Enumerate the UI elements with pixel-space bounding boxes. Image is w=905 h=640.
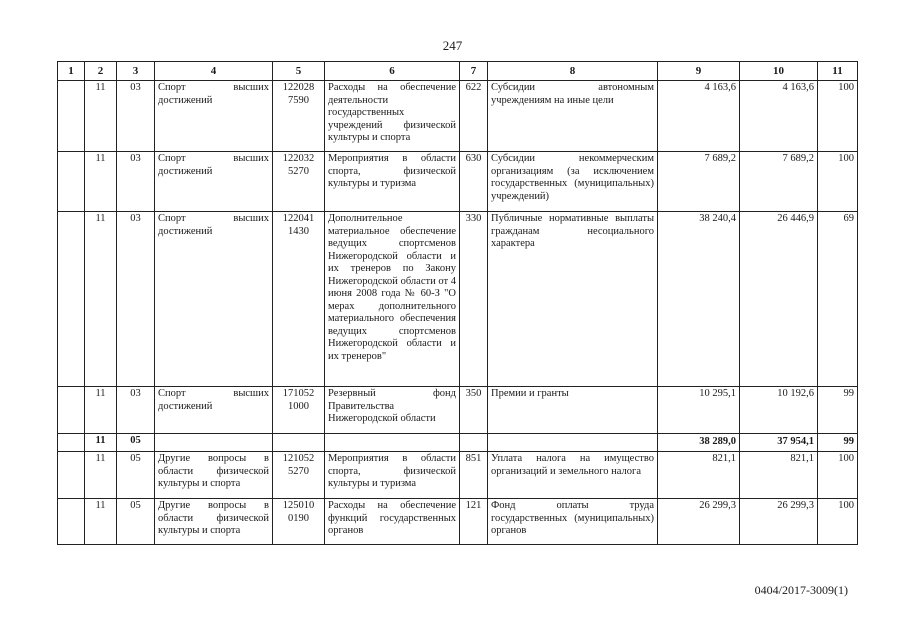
table-row — [58, 212, 858, 387]
cell-col-9: 26 299,3 — [658, 499, 740, 545]
cell-col-5: 121052 5270 — [273, 452, 325, 499]
cell-col-2: 11 — [85, 434, 117, 452]
cell-col-8: Премии и гранты — [488, 387, 658, 434]
cell-col-3: 03 — [117, 212, 155, 387]
cell-col-3: 03 — [117, 81, 155, 152]
cell-col-4: Другие вопросы в области физической культуры и спорта — [155, 499, 273, 545]
cell-col-3: 05 — [117, 434, 155, 452]
cell-col-1 — [58, 452, 85, 499]
cell-col-6 — [325, 434, 460, 452]
budget-table — [57, 61, 858, 545]
cell-col-1 — [58, 81, 85, 152]
cell-col-6: Дополнительное материальное обеспечение ведущих спортсменов Нижегородской области и их тренеров по Закону Нижегородской области от 4 июня 2008 года № 60-З "О мерах дополнительного материального обеспечения ведущих спортсменов Нижегородской области и их тренеров" — [325, 212, 460, 387]
cell-col-6: Резервный фонд Правительства Нижегородской области — [325, 387, 460, 434]
cell-col-11: 100 — [818, 81, 858, 152]
cell-col-4 — [155, 434, 273, 452]
cell-col-4: Другие вопросы в области физической культуры и спорта — [155, 452, 273, 499]
cell-col-10: 26 446,9 — [740, 212, 818, 387]
cell-col-2: 11 — [85, 499, 117, 545]
cell-col-11: 100 — [818, 499, 858, 545]
cell-col-5 — [273, 434, 325, 452]
cell-col-10: 4 163,6 — [740, 81, 818, 152]
cell-col-7: 622 — [460, 81, 488, 152]
cell-col-5: 125010 0190 — [273, 499, 325, 545]
column-header-10: 10 — [740, 62, 818, 81]
cell-col-3: 05 — [117, 452, 155, 499]
cell-col-4: Спорт высших достижений — [155, 387, 273, 434]
cell-col-10: 10 192,6 — [740, 387, 818, 434]
cell-col-10: 821,1 — [740, 452, 818, 499]
column-header-9: 9 — [658, 62, 740, 81]
column-header-7: 7 — [460, 62, 488, 81]
cell-col-2: 11 — [85, 81, 117, 152]
cell-col-4: Спорт высших достижений — [155, 152, 273, 212]
cell-col-2: 11 — [85, 452, 117, 499]
cell-col-6: Расходы на обеспечение деятельности государственных учреждений физической культуры и спорта — [325, 81, 460, 152]
column-header-5: 5 — [273, 62, 325, 81]
table-row — [58, 499, 858, 545]
cell-col-2: 11 — [85, 152, 117, 212]
cell-col-7: 630 — [460, 152, 488, 212]
column-header-1: 1 — [58, 62, 85, 81]
cell-col-7: 851 — [460, 452, 488, 499]
cell-col-8: Публичные нормативные выплаты гражданам несоциального характера — [488, 212, 658, 387]
document-code: 0404/2017-3009(1) — [754, 583, 848, 597]
cell-col-1 — [58, 387, 85, 434]
cell-col-7: 350 — [460, 387, 488, 434]
table-header-row — [58, 62, 858, 81]
cell-col-11: 99 — [818, 387, 858, 434]
cell-col-9: 10 295,1 — [658, 387, 740, 434]
cell-col-8: Субсидии автономным учреждениям на иные цели — [488, 81, 658, 152]
cell-col-11: 100 — [818, 152, 858, 212]
cell-col-10: 37 954,1 — [740, 434, 818, 452]
cell-col-4: Спорт высших достижений — [155, 212, 273, 387]
cell-col-9: 38 289,0 — [658, 434, 740, 452]
cell-col-5: 122028 7590 — [273, 81, 325, 152]
cell-col-3: 03 — [117, 152, 155, 212]
column-header-3: 3 — [117, 62, 155, 81]
cell-col-3: 05 — [117, 499, 155, 545]
table-row — [58, 452, 858, 499]
cell-col-1 — [58, 212, 85, 387]
cell-col-2: 11 — [85, 387, 117, 434]
cell-col-8: Субсидии некоммерческим организациям (за исключением государственных (муниципальных) учреждений) — [488, 152, 658, 212]
cell-col-5: 122032 5270 — [273, 152, 325, 212]
cell-col-7: 121 — [460, 499, 488, 545]
cell-col-7: 330 — [460, 212, 488, 387]
cell-col-6: Расходы на обеспечение функций государственных органов — [325, 499, 460, 545]
column-header-6: 6 — [325, 62, 460, 81]
subtotal-row — [58, 434, 858, 452]
cell-col-6: Мероприятия в области спорта, физической культуры и туризма — [325, 152, 460, 212]
column-header-4: 4 — [155, 62, 273, 81]
table-row — [58, 81, 858, 152]
cell-col-11: 100 — [818, 452, 858, 499]
column-header-2: 2 — [85, 62, 117, 81]
cell-col-5: 122041 1430 — [273, 212, 325, 387]
cell-col-11: 69 — [818, 212, 858, 387]
column-header-8: 8 — [488, 62, 658, 81]
cell-col-10: 26 299,3 — [740, 499, 818, 545]
cell-col-8: Фонд оплаты труда государственных (муниципальных) органов — [488, 499, 658, 545]
cell-col-4: Спорт высших достижений — [155, 81, 273, 152]
cell-col-3: 03 — [117, 387, 155, 434]
table-row — [58, 387, 858, 434]
cell-col-8: Уплата налога на имущество организаций и земельного налога — [488, 452, 658, 499]
cell-col-7 — [460, 434, 488, 452]
cell-col-6: Мероприятия в области спорта, физической культуры и туризма — [325, 452, 460, 499]
cell-col-1 — [58, 152, 85, 212]
cell-col-11: 99 — [818, 434, 858, 452]
cell-col-9: 821,1 — [658, 452, 740, 499]
page-number: 247 — [442, 38, 463, 53]
cell-col-8 — [488, 434, 658, 452]
cell-col-9: 7 689,2 — [658, 152, 740, 212]
cell-col-5: 171052 1000 — [273, 387, 325, 434]
column-header-11: 11 — [818, 62, 858, 81]
table-row — [58, 152, 858, 212]
cell-col-9: 38 240,4 — [658, 212, 740, 387]
cell-col-1 — [58, 499, 85, 545]
table-body — [58, 81, 858, 545]
cell-col-10: 7 689,2 — [740, 152, 818, 212]
cell-col-1 — [58, 434, 85, 452]
cell-col-9: 4 163,6 — [658, 81, 740, 152]
cell-col-2: 11 — [85, 212, 117, 387]
